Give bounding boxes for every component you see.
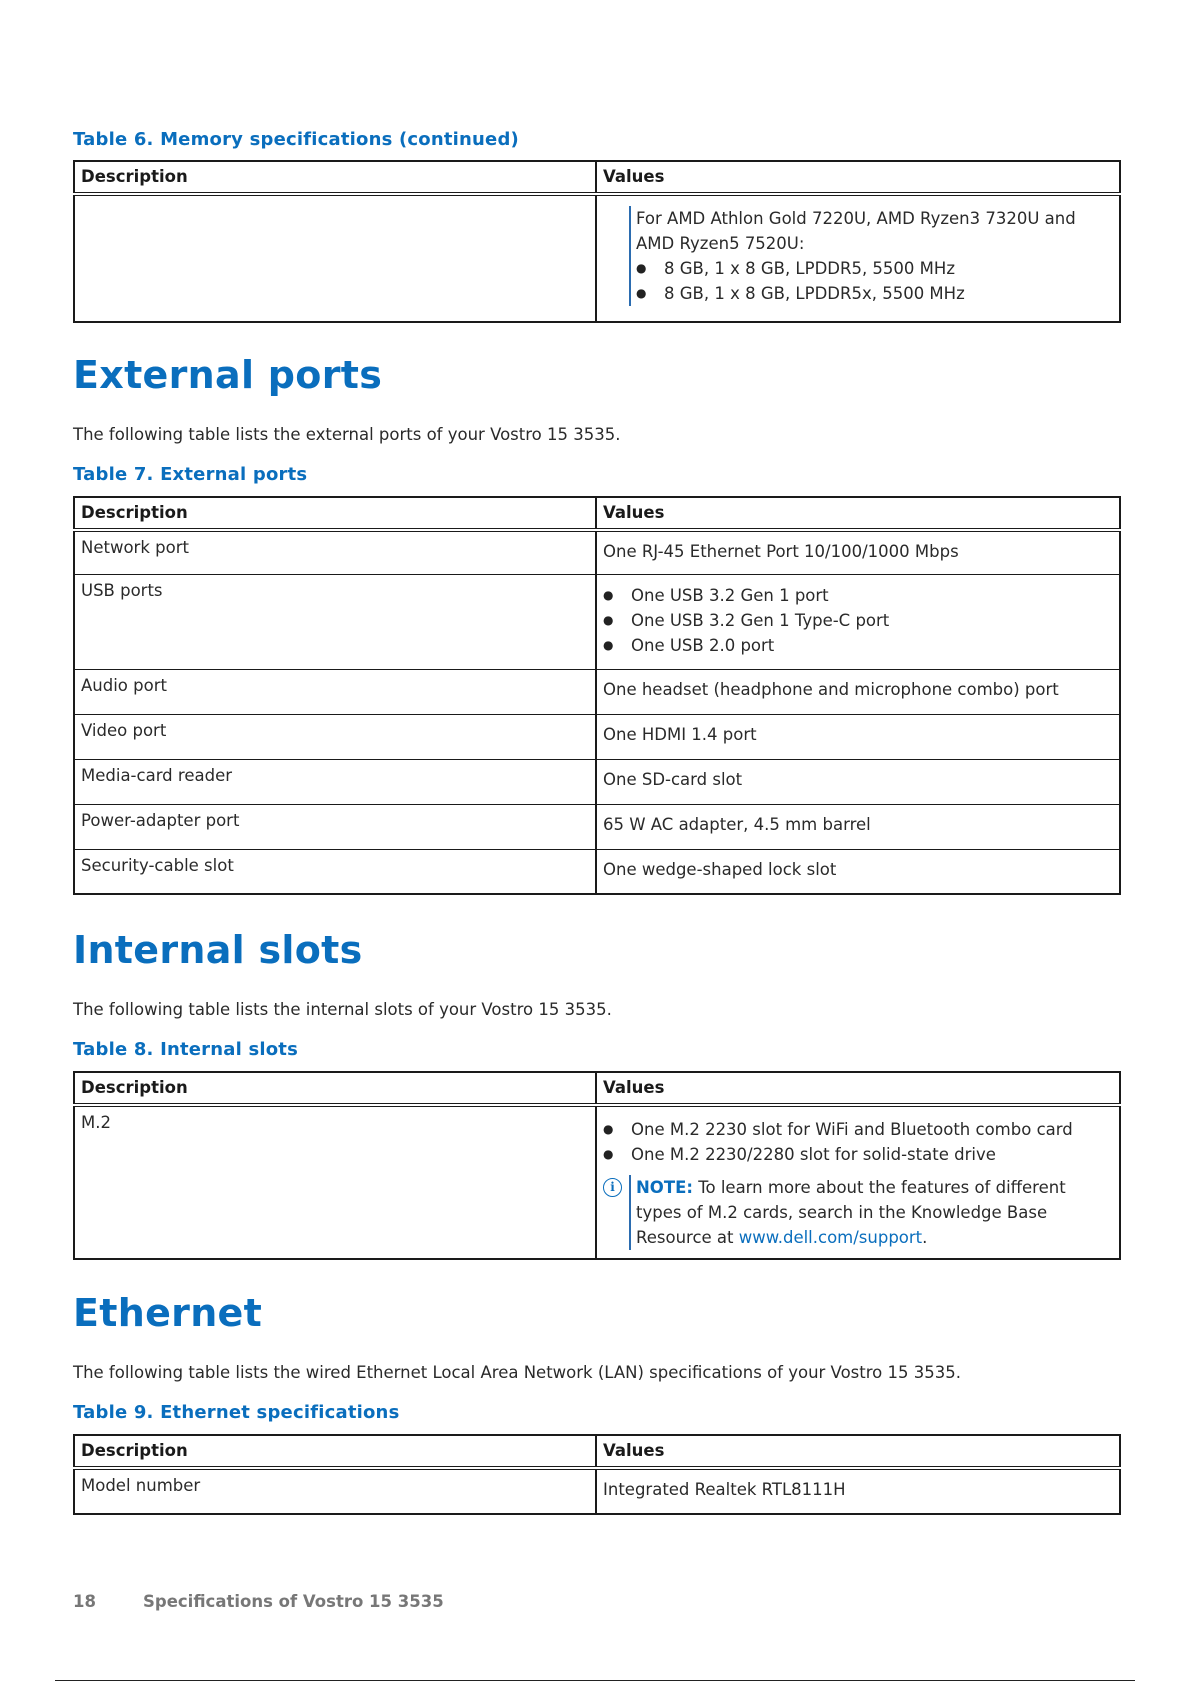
external-ports-heading: External ports: [73, 353, 383, 397]
row-value: One headset (headphone and microphone combo) port: [596, 669, 1120, 714]
table7-caption: Table 7. External ports: [73, 464, 308, 485]
list-item: ● One USB 2.0 port: [603, 633, 1113, 658]
note-end: .: [922, 1228, 928, 1247]
header-description: Description: [74, 1072, 596, 1105]
row-value: 65 W AC adapter, 4.5 mm barrel: [596, 804, 1120, 849]
footer-title: Specifications of Vostro 15 3535: [143, 1592, 444, 1611]
page-footer: [73, 1592, 444, 1611]
table-header-row: [74, 1072, 1120, 1105]
header-values: Values: [596, 1072, 1120, 1105]
external-ports-intro: The following table lists the external ports of your Vostro 15 3535.: [73, 425, 621, 444]
header-description: Description: [74, 1435, 596, 1468]
usb-ports-list: [603, 583, 1113, 658]
list-item: ● 8 GB, 1 x 8 GB, LPDDR5x, 5500 MHz: [636, 281, 1113, 306]
page-number: 18: [73, 1592, 96, 1611]
external-ports-table: [73, 496, 1121, 895]
row-value: One RJ-45 Ethernet Port 10/100/1000 Mbps: [596, 530, 1120, 574]
header-description: Description: [74, 161, 596, 194]
row-value: One wedge-shaped lock slot: [596, 849, 1120, 894]
footer-rule: [55, 1680, 1135, 1681]
list-item: ● One M.2 2230/2280 slot for solid-state drive: [603, 1142, 1113, 1167]
info-icon: i: [603, 1178, 622, 1197]
header-description: Description: [74, 497, 596, 530]
table-row: [74, 669, 1120, 714]
table-row: [74, 1468, 1120, 1514]
internal-slots-intro: The following table lists the internal slots of your Vostro 15 3535.: [73, 1000, 612, 1019]
note-label: NOTE:: [636, 1178, 693, 1197]
row-description: Video port: [74, 714, 596, 759]
note-block: [603, 1175, 1113, 1250]
table-row: [74, 759, 1120, 804]
row-description: Security-cable slot: [74, 849, 596, 894]
memory-spec-table: [73, 160, 1121, 323]
row-description: Media-card reader: [74, 759, 596, 804]
row-description: Power-adapter port: [74, 804, 596, 849]
table-row: [74, 714, 1120, 759]
row-value: One SD-card slot: [596, 759, 1120, 804]
table-header-row: [74, 1435, 1120, 1468]
list-item: ● One USB 3.2 Gen 1 Type-C port: [603, 608, 1113, 633]
internal-slots-heading: Internal slots: [73, 928, 363, 972]
dell-support-link[interactable]: www.dell.com/support: [738, 1228, 923, 1247]
row-value: One HDMI 1.4 port: [596, 714, 1120, 759]
table-row: [74, 1105, 1120, 1259]
table8-caption: Table 8. Internal slots: [73, 1039, 299, 1060]
row-description: M.2: [74, 1105, 596, 1259]
row-description: [74, 194, 596, 322]
memory-config-block: [629, 206, 1113, 306]
table-row: [74, 574, 1120, 669]
list-item: ● 8 GB, 1 x 8 GB, LPDDR5, 5500 MHz: [636, 256, 1113, 281]
table6-caption: Table 6. Memory specifications (continued): [73, 129, 519, 150]
m2-slots-list: [603, 1117, 1113, 1167]
header-values: Values: [596, 161, 1120, 194]
table-header-row: [74, 161, 1120, 194]
internal-slots-table: [73, 1071, 1121, 1260]
row-value: Integrated Realtek RTL8111H: [596, 1468, 1120, 1514]
header-values: Values: [596, 1435, 1120, 1468]
row-description: Model number: [74, 1468, 596, 1514]
table9-caption: Table 9. Ethernet specifications: [73, 1402, 400, 1423]
table-header-row: [74, 497, 1120, 530]
note-body: To learn more about the features of different types of M.2 cards, search in the Knowledge Base Resource at: [636, 1178, 1066, 1247]
row-description: USB ports: [74, 574, 596, 669]
row-description: Audio port: [74, 669, 596, 714]
memory-config-intro: For AMD Athlon Gold 7220U, AMD Ryzen3 7320U and AMD Ryzen5 7520U:: [636, 209, 1076, 253]
header-values: Values: [596, 497, 1120, 530]
list-item: ● One USB 3.2 Gen 1 port: [603, 583, 1113, 608]
row-description: Network port: [74, 530, 596, 574]
table-row: [74, 849, 1120, 894]
table-row: [74, 804, 1120, 849]
list-item: ● One M.2 2230 slot for WiFi and Bluetooth combo card: [603, 1117, 1113, 1142]
ethernet-heading: Ethernet: [73, 1291, 263, 1335]
ethernet-spec-table: [73, 1434, 1121, 1515]
ethernet-intro: The following table lists the wired Ethernet Local Area Network (LAN) specifications of your Vostro 15 3535.: [73, 1363, 961, 1382]
table-row: [74, 194, 1120, 322]
memory-config-list: [636, 256, 1113, 306]
table-row: [74, 530, 1120, 574]
note-text: [629, 1175, 1113, 1250]
